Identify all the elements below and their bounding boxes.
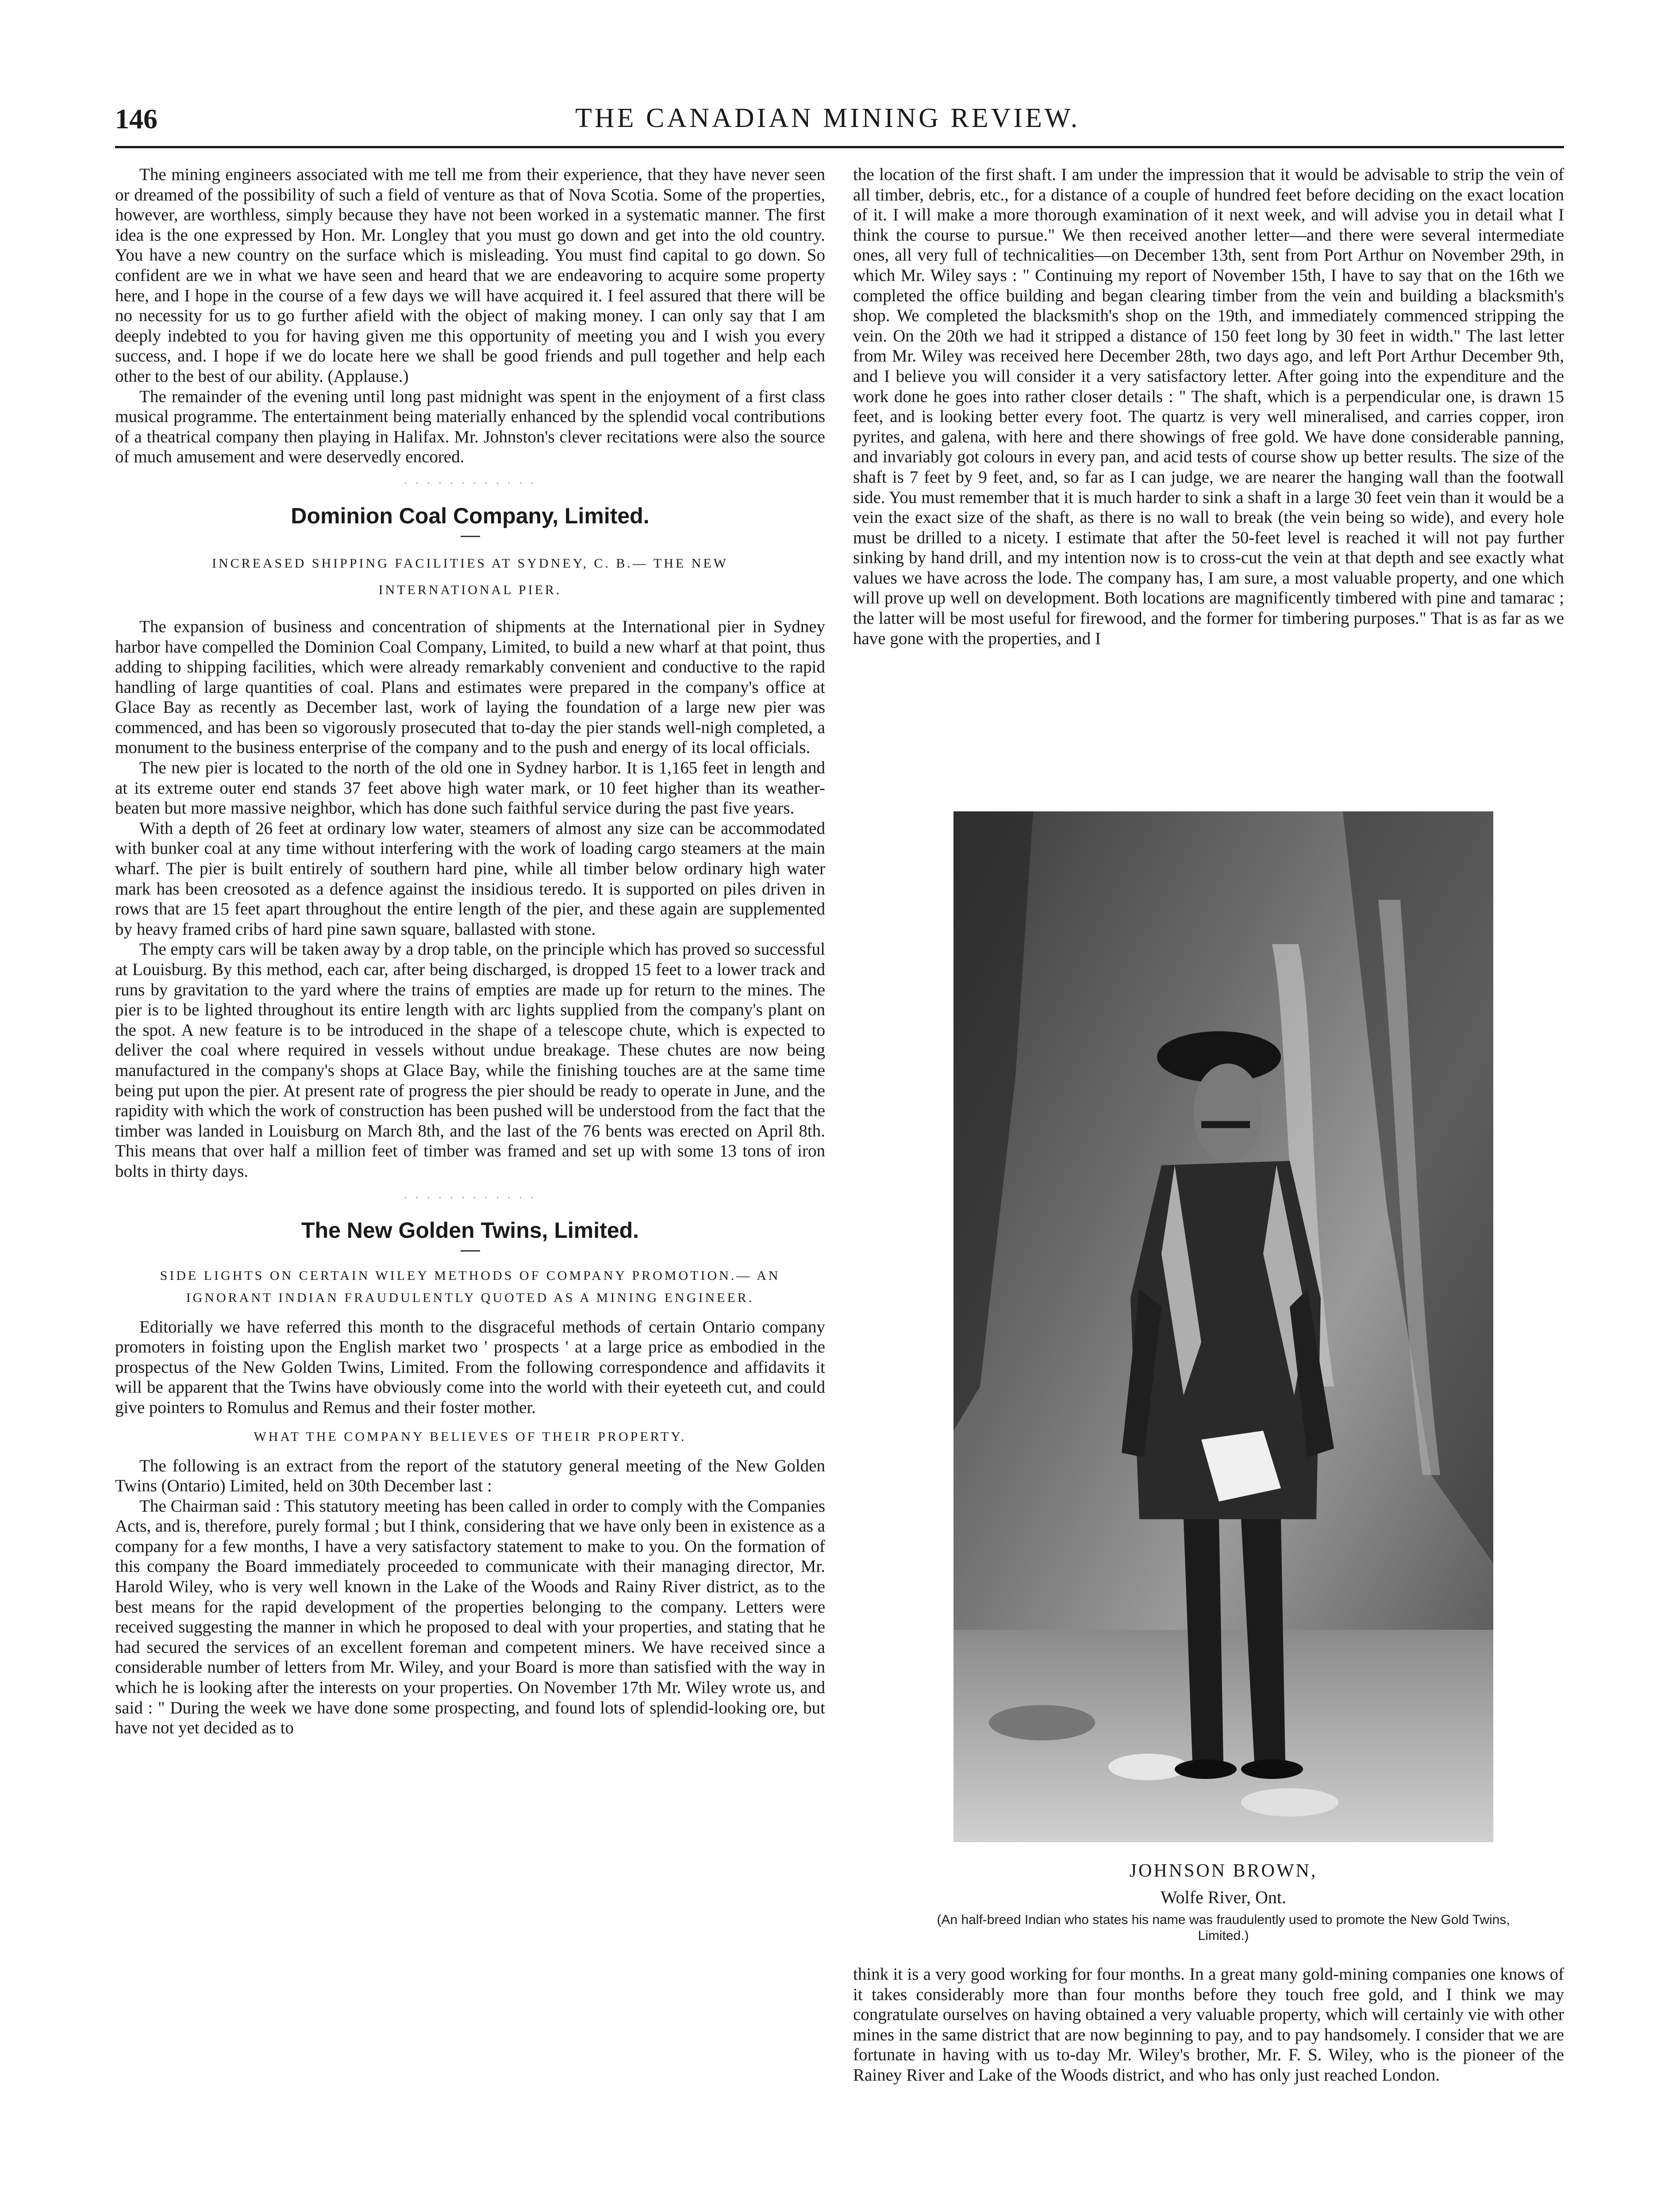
section-separator: · · · · · · · · · · · ·: [404, 1192, 537, 1204]
caption-place: Wolfe River, Ont.: [1160, 1887, 1286, 1907]
subheading-line: INTERNATIONAL PIER.: [378, 582, 562, 597]
heading-rule: [461, 536, 480, 537]
body-paragraph: the location of the first shaft. I am under the impression that it would be advisable to strip the vein of all timber, debris, etc., for a distance of a couple of hundred feet before deciding on the exact location of it. I will make a more thorough examination of it next week, and will advise you in detail what I think the course to pursue." We then received another letter—and there were several intermediate ones, all very full of technicalities—on December 13th, sent from Port Arthur on November 29th, in which Mr. Wiley says : " Continuing my report of November 15th, I have to say that on the 16th we completed the office building and began clearing timber from the vein and building a blacksmith's shop. We completed the blacksmith's shop on the 19th, and immediately commenced stripping the vein. On the 20th we had it stripped a distance of 150 feet long by 30 feet in width." The last letter from Mr. Wiley was received here December 28th, two days ago, and left Port Arthur December 9th, and I believe you will consider it a very satisfactory letter. After going into the expenditure and the work done he goes into rather closer details : " The shaft, which is a perpendicular one, is drawn 15 feet, and is looking better every foot. The quartz is very well mineralised, and carries copper, iron pyrites, and galena, with here and there showings of free gold. We have done considerable panning, and invariably got colours in every pan, and acid tests of course show up better results. The size of the shaft is 7 feet by 9 feet, and, so far as I can judge, we are nearer the hanging wall than the footwall side. You must remember that it is much harder to sink a shaft in a large 30 feet vein than it would be a vein the exact size of the shaft, as there is no wall to break (the vein being so wide), and every hole must be drilled to a nicety. I estimate that after the 50-feet level is reached it will not pay further sinking by hand drill, and my intention now is to cross-cut the vein at that depth and see exactly what values we have across the lode. The company has, I am sure, a most valuable property, and one which will prove up well on development. Both locations are magnificently timbered with pine and tamarac ; the latter will be most useful for firewood, and the former for timbering purposes." That is as far as we have gone with the properties, and I: [853, 165, 1564, 648]
section-heading-golden-twins: The New Golden Twins, Limited.: [301, 1217, 639, 1243]
body-paragraph: think it is a very good working for four months. In a great many gold-mining companies one knows of it takes considerably more than four months before they touch free gold, and I think we may congratulate ourselves on having obtained a very valuable property, which will certainly vie with other mines in the same district that are now beginning to pay, and to pay handsomely. I consider that we are fortunate in having with us to-day Mr. Wiley's brother, Mr. F. S. Wiley, who is the pioneer of the Rainey River and Lake of the Woods district, and who has only just reached London.: [853, 1965, 1564, 2085]
body-paragraph: The remainder of the evening until long past midnight was spent in the enjoyment of a first class musical programme. The entertainment being materially enhanced by the splendid vocal contributions of a theatrical company then playing in Halifax. Mr. Johnston's clever recitations were also the source of much amusement and were deservedly encored.: [115, 387, 825, 467]
body-paragraph: Editorially we have referred this month to the disgraceful methods of certain Ontario company promoters in foisting upon the English market two ' prospects ' at a large price as embodied in the prospectus of the New Golden Twins, Limited. From the following correspondence and affidavits it will be apparent that the Twins have obviously come into the world with their eyeteeth cut, and could give pointers to Romulus and Remus and their foster mother.: [115, 1317, 825, 1417]
floor-rock: [989, 1705, 1095, 1740]
subheading-line: SIDE LIGHTS ON CERTAIN WILEY METHODS OF COMPANY PROMOTION.— AN: [160, 1268, 780, 1283]
subheading-line: INCREASED SHIPPING FACILITIES AT SYDNEY, C. B.— THE NEW: [211, 556, 728, 571]
photo-caption: [929, 1860, 1518, 1944]
running-title: THE CANADIAN MINING REVIEW.: [575, 103, 1080, 133]
portrait-photograph: [953, 811, 1493, 1842]
subheading-line: IGNORANT INDIAN FRAUDULENTLY QUOTED AS A MINING ENGINEER.: [186, 1290, 754, 1305]
section-subheading: [115, 1265, 825, 1309]
body-paragraph: The Chairman said : This statutory meeting has been called in order to comply with the Companies Acts, and is, therefore, purely formal ; but I think, considering that we have only been in existence as a company for a few months, I have a very satisfactory statement to make to you. On the formation of this company the Board immediately proceeded to communicate with their managing director, Mr. Harold Wiley, who is very well known in the Lake of the Woods and Rainy River district, as to the best means for the rapid development of the properties belonging to the company. Letters were received suggesting the manner in which he proposed to deal with your properties, and stating that he had secured the services of an excellent foreman and competent miners. We have received since a considerable number of letters from Mr. Wiley, and your Board is more than satisfied with the way in which he is looking after the interests on your properties. On November 17th Mr. Wiley wrote us, and said : " During the week we have done some prospecting, and found lots of splendid-looking ore, but have not yet decided as to: [115, 1496, 825, 1738]
heading-rule: [461, 1250, 480, 1252]
header-rule: [115, 146, 1564, 148]
section-subheading: [115, 550, 825, 603]
left-column: [115, 165, 825, 1738]
body-paragraph: With a depth of 26 feet at ordinary low water, steamers of almost any size can be accommodated with bunker coal at any time without interfering with the work of loading cargo steamers at the main wharf. The pier is built entirely of southern hard pine, while all timber below ordinary high water mark has been creosoted as a defence against the insidious teredo. It is supported on piles driven in rows that are 15 feet apart throughout the entire length of the pier, and these again are supplemented by heavy framed cribs of hard pine sawn square, ballasted with stone.: [115, 818, 825, 939]
right-column-bottom: [853, 1964, 1564, 2085]
right-column: [853, 165, 1564, 649]
caption-name: JOHNSON BROWN,: [1129, 1861, 1318, 1881]
body-paragraph: The new pier is located to the north of the old one in Sydney harbor. It is 1,165 feet in length and at its extreme outer end stands 37 feet above high water mark, or 10 feet higher than its weather-beaten but more massive neighbor, which has done such faithful service during the past five years.: [115, 758, 825, 818]
body-paragraph: The mining engineers associated with me tell me from their experience, that they have never seen or dreamed of the possibility of such a field of venture as that of Nova Scotia. Some of the properties, however, are worthless, simply because they have not been worked in a systematic manner. The first idea is the one expressed by Hon. Mr. Longley that you must go down and get into the old country. You have a new country on the surface which is misleading. You must find capital to go down. So confident are we in what we have seen and heard that we are endeavoring to acquire some property here, and I hope in the course of a few days we will have acquired it. I feel assured that there will be no necessity for us to go further afield with the object of making money. I can only say that I am deeply indebted to you for having given me this opportunity of meeting you and I wish you every success, and. I hope if we do locate here we shall be good friends and pull together and help each other to the best of our ability. (Applause.): [115, 165, 825, 386]
caption-note: (An half-breed Indian who states his name was fraudulently used to promote the New Gold Twins, Limited.): [937, 1912, 1510, 1943]
page-number: 146: [115, 103, 158, 134]
floor-rock: [1241, 1788, 1338, 1816]
body-paragraph: The following is an extract from the report of the statutory general meeting of the New Golden Twins (Ontario) Limited, held on 30th December last :: [115, 1456, 825, 1496]
body-paragraph: The expansion of business and concentration of shipments at the International pier in Sydney harbor have compelled the Dominion Coal Company, Limited, to build a new wharf at that point, thus adding to shipping facilities, which were already remarkably convenient and conductive to the rapid handling of large quantities of coal. Plans and estimates were prepared in the company's office at Glace Bay as recently as December last, work of laying the foundation of a large new pier was commenced, and has been so vigorously prosecuted that to-day the pier stands well-nigh completed, a monument to the business enterprise of the company and to the push and energy of its local officials.: [115, 617, 825, 757]
subsection-heading: WHAT THE COMPANY BELIEVES OF THEIR PROPERTY.: [254, 1429, 687, 1444]
section-heading-dominion-coal: Dominion Coal Company, Limited.: [291, 503, 650, 528]
section-separator: · · · · · · · · · · · ·: [404, 477, 537, 489]
body-paragraph: The empty cars will be taken away by a drop table, on the principle which has proved so successful at Louisburg. By this method, each car, after being discharged, is dropped 15 feet to a lower track and runs by gravitation to the yard where the trains of empties are made up for return to the mines. The pier is to be lighted throughout its entire length with arc lights supplied from the company's plant on the spot. A new feature is to be introduced in the shape of a telescope chute, which is expected to deliver the coal where required in vessels without undue breakage. These chutes are now being manufactured in the company's shops at Glace Bay, while the finishing touches are at the same time being put upon the pier. At present rate of progress the pier should be ready to operate in June, and the rapidity with which the work of construction has been pushed will be understood from the fact that the timber was landed in Louisburg on March 8th, and the last of the 76 bents was erected on April 8th. This means that over half a million feet of timber was framed and set up with some 13 tons of iron bolts in thirty days.: [115, 940, 825, 1181]
